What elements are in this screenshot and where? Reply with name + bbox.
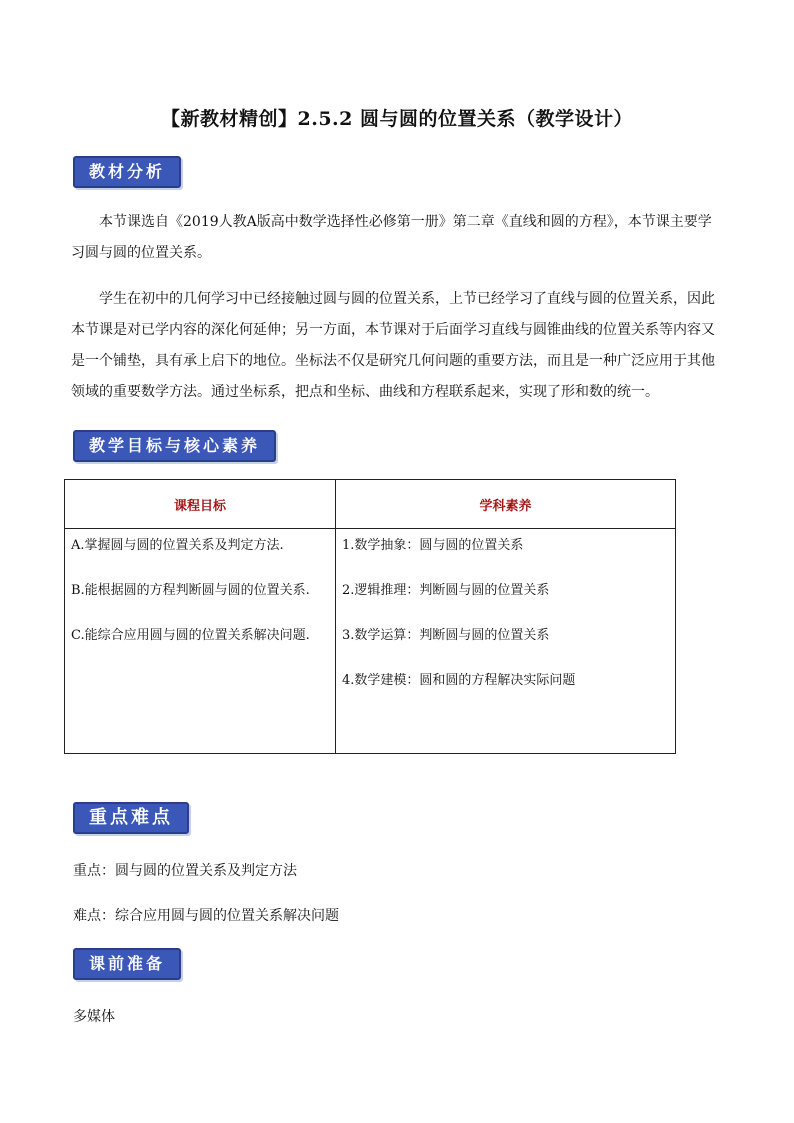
analysis-paragraph-1: 本节课选自《2019人教A版高中数学选择性必修第一册》第二章《直线和圆的方程》，本节课主要学习圆与圆的位置关系。 (71, 214, 712, 261)
literacy-item: 4.数学建模：圆和圆的方程解决实际问题 (342, 673, 576, 688)
section-heading-goals: 教学目标与核心素养 (73, 430, 276, 462)
analysis-paragraph-2: 学生在初中的几何学习中已经接触过圆与圆的位置关系，上节已经学习了直线与圆的位置关系，因此本节课是对已学内容的深化何延伸；另一方面，本节课对于后面学习直线与圆锥曲线的位置关系等内容又是一个铺垫，具有承上启下的地位。坐标法不仅是研究几何问题的重要方法，而且是一种广泛应用于其他领域的重要数学方法。通过坐标系，把点和坐标、曲线和方程联系起来，实现了形和数的统一。 (71, 291, 715, 400)
section-heading-key-points: 重点难点 (73, 802, 189, 834)
preparation-text: 多媒体 (73, 1009, 115, 1025)
key-point-text: 重点：圆与圆的位置关系及判定方法 (73, 863, 297, 879)
objective-item: C.能综合应用圆与圆的位置关系解决问题. (71, 628, 310, 643)
literacy-cell (336, 529, 676, 754)
literacy-item: 2.逻辑推理：判断圆与圆的位置关系 (342, 583, 550, 598)
objective-item: B.能根据圆的方程判断圆与圆的位置关系. (71, 583, 310, 598)
table-header-objectives: 课程目标 (65, 480, 336, 529)
literacy-item: 3.数学运算：判断圆与圆的位置关系 (342, 628, 550, 643)
section-heading-analysis: 教材分析 (73, 156, 181, 188)
difficulty-text: 难点：综合应用圆与圆的位置关系解决问题 (73, 908, 339, 924)
goals-table (64, 479, 676, 754)
document-title: 【新教材精创】2.5.2 圆与圆的位置关系（教学设计） (160, 108, 633, 130)
section-heading-preparation: 课前准备 (73, 948, 181, 980)
objectives-cell (65, 529, 336, 754)
literacy-item: 1.数学抽象：圆与圆的位置关系 (342, 538, 524, 553)
objective-item: A.掌握圆与圆的位置关系及判定方法. (71, 538, 284, 553)
table-header-literacy: 学科素养 (336, 480, 676, 529)
